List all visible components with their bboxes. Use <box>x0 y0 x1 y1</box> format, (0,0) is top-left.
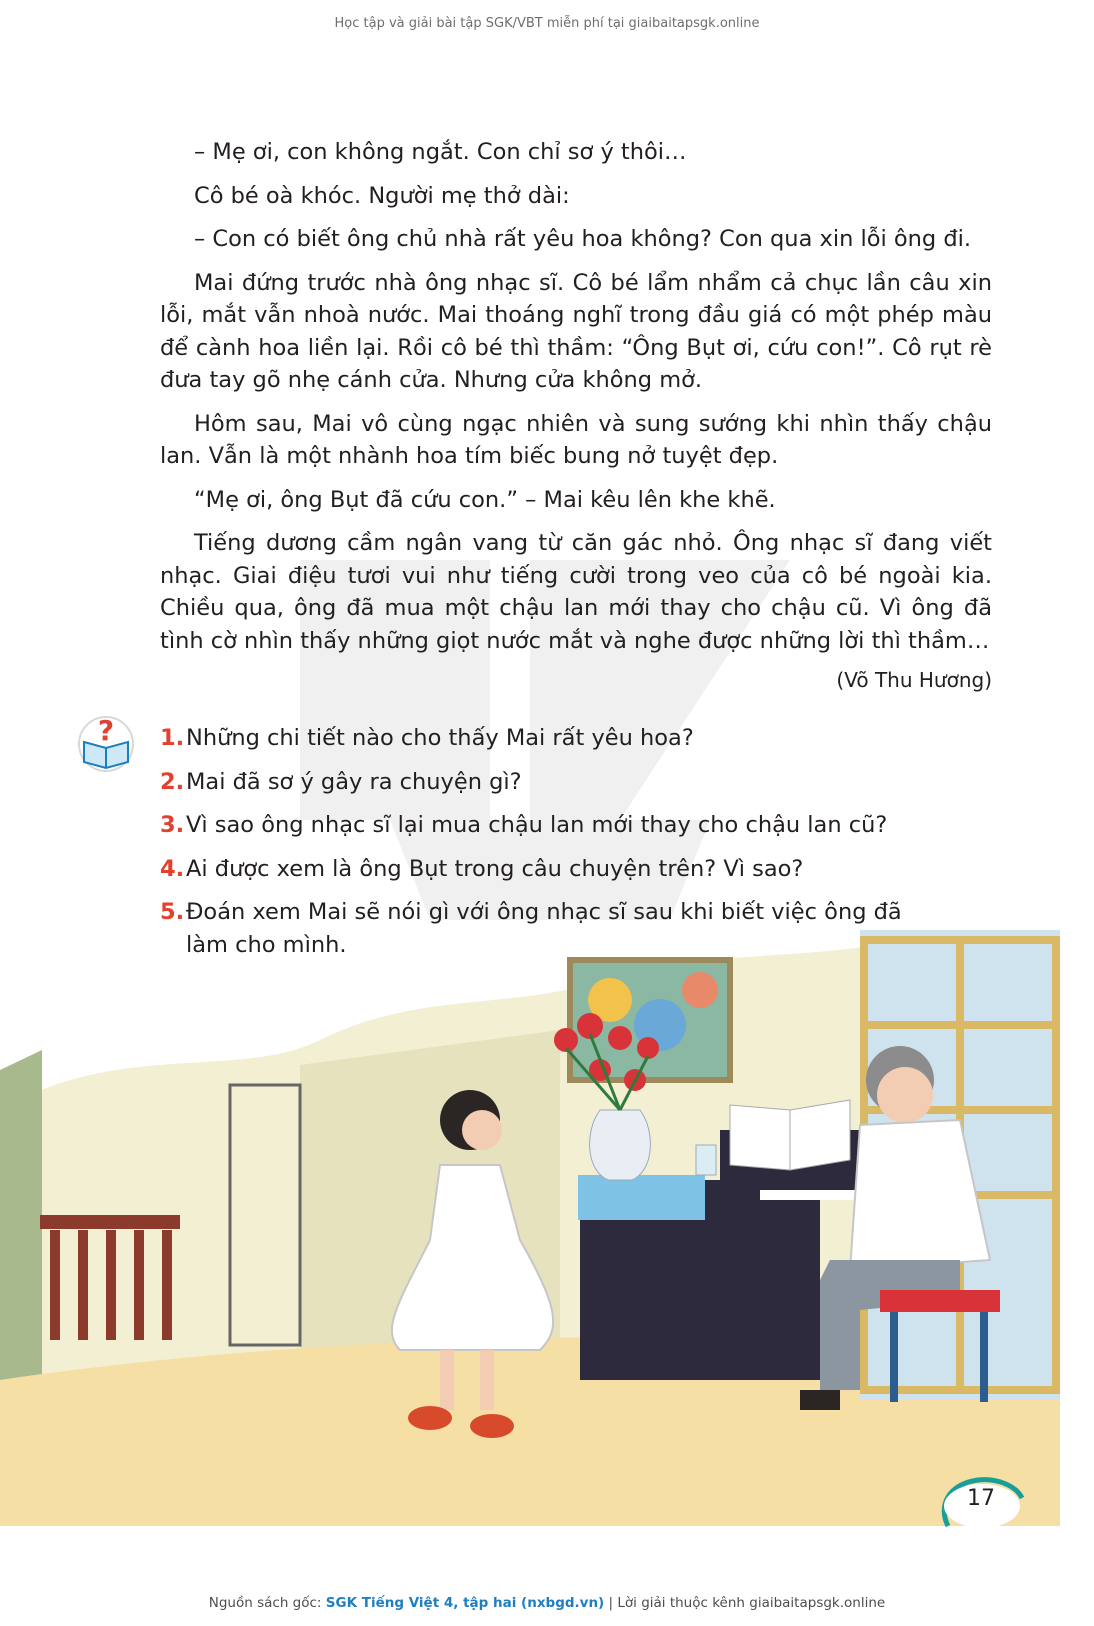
story-text <box>160 136 992 708</box>
svg-text:?: ? <box>97 714 115 747</box>
story-paragraph: “Mẹ ơi, ông Bụt đã cứu con.” – Mai kêu lên khe khẽ. <box>194 486 776 513</box>
question-number: 2. <box>160 768 185 795</box>
question-text: Đoán xem Mai sẽ nói gì với ông nhạc sĩ sau khi biết việc ông đã làm cho mình. <box>186 899 902 958</box>
story-paragraph: Hôm sau, Mai vô cùng ngạc nhiên và sung sướng khi nhìn thấy chậu lan. Vẫn là một nhành hoa tím biếc bung nở tuyệt đẹp. <box>160 410 992 469</box>
story-author: (Võ Thu Hương) <box>836 668 992 692</box>
footer-prefix: Nguồn sách gốc: <box>208 1595 326 1611</box>
question-item <box>160 766 960 799</box>
page-number: 17 <box>967 1486 995 1511</box>
question-number: 4. <box>160 855 185 882</box>
question-number: 3. <box>160 812 185 838</box>
story-paragraph: – Con có biết ông chủ nhà rất yêu hoa không? Con qua xin lỗi ông đi. <box>194 226 972 252</box>
story-paragraph: Mai đứng trước nhà ông nhạc sĩ. Cô bé lẩm nhẩm cả chục lần câu xin lỗi, mắt vẫn nhoà nước. Mai thoáng nghĩ trong đầu giá có một phép màu để cành hoa liền lại. Rồi cô bé thì thầm: “Ông Bụt ơi, cứu con!”. Cô rụt rè đưa tay gõ nhẹ cánh cửa. Nhưng cửa không mở. <box>160 269 992 393</box>
story-paragraph: Tiếng dương cầm ngân vang từ căn gác nhỏ. Ông nhạc sĩ đang viết nhạc. Giai điệu tươi vui như tiếng cười trong veo của cô bé ngoài kia. Chiều qua, ông đã mua một chậu lan mới thay cho chậu cũ. Vì ông đã tình cờ nhìn thấy những giọt nước mắt và nghe được những lời thì thầm… <box>160 530 992 654</box>
question-text: Mai đã sơ ý gây ra chuyện gì? <box>186 768 522 795</box>
question-number: 1. <box>160 725 185 751</box>
story-paragraph: – Mẹ ơi, con không ngắt. Con chỉ sơ ý thôi… <box>194 139 687 165</box>
footer-suffix: | Lời giải thuộc kênh giaibaitapsgk.online <box>604 1595 886 1611</box>
question-item <box>160 809 960 842</box>
question-text: Ai được xem là ông Bụt trong câu chuyện trên? Vì sao? <box>186 855 804 882</box>
question-item <box>160 853 960 886</box>
question-text: Vì sao ông nhạc sĩ lại mua chậu lan mới thay cho chậu lan cũ? <box>186 812 888 838</box>
top-note: Học tập và giải bài tập SGK/VBT miễn phí tại giaibaitapsgk.online <box>334 16 760 31</box>
story-paragraph: Cô bé oà khóc. Người mẹ thở dài: <box>194 182 570 209</box>
footer-source-link[interactable]: SGK Tiếng Việt 4, tập hai (nxbgd.vn) <box>325 1595 605 1611</box>
question-book-icon <box>74 712 138 772</box>
story-illustration <box>0 930 1094 1526</box>
question-number: 5. <box>160 899 185 925</box>
question-text: Những chi tiết nào cho thấy Mai rất yêu hoa? <box>186 725 694 751</box>
question-item <box>160 722 960 755</box>
footer-note <box>0 1595 1094 1611</box>
